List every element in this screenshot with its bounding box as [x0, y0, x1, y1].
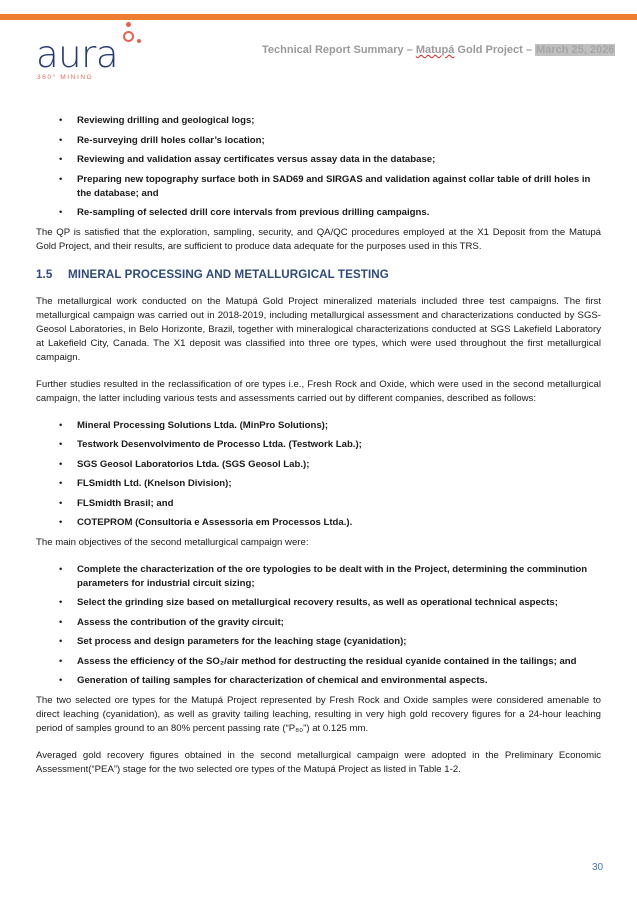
list-item: • FLSmidth Brasil; and	[36, 497, 601, 511]
list-item: • Assess the contribution of the gravity circuit;	[36, 616, 601, 630]
section-heading	[36, 268, 601, 282]
list-item: • COTEPROM (Consultoria e Assessoria em Processos Ltda.).	[36, 516, 601, 530]
aura-ring-dots-icon	[126, 22, 131, 27]
further-studies-paragraph: Further studies resulted in the reclassification of ore types i.e., Fresh Rock and Oxide, which were used in the second metallurgical campaign, the latter including various tests and assessments carried out by different companies, described as follows:	[36, 378, 601, 404]
header-date: March 25, 2026	[536, 44, 615, 56]
list-item: • Set process and design parameters for the leaching stage (cyanidation);	[36, 635, 601, 649]
list-item: • Reviewing drilling and geological logs;	[36, 114, 601, 128]
list-item: • Testwork Desenvolvimento de Processo Ltda. (Testwork Lab.);	[36, 438, 601, 452]
header-project-name: Matupá	[415, 44, 455, 56]
list-item: • Assess the efficiency of the SO₂/air method for destructing the residual cyanide contained in the tailings; and	[36, 655, 601, 669]
metallurgical-work-paragraph: The metallurgical work conducted on the Matupá Gold Project mineralized materials included three test campaigns. The first metallurgical campaign was carried out in 2018-2019, including metallurgical assessment and characterizations conducted by SGS-Geosol Laboratories, in Belo Horizonte, Brazil, together with mineralogical characterizations conducted at SGS Lakefield Laboratory at Lakefield City, Canada. The X1 deposit was classified into three ore types, which were used throughout the first metallurgical campaign.	[36, 295, 601, 363]
header-title-prefix: Technical Report Summary –	[262, 44, 416, 56]
page-number: 30	[592, 862, 604, 873]
list-item: • Preparing new topography surface both in SAD69 and SIRGAS and validation against collar table of drill holes in the database; and	[36, 173, 601, 201]
logo-wordmark: aura	[36, 33, 119, 76]
section-title: MINERAL PROCESSING AND METALLURGICAL TESTING	[68, 267, 389, 281]
company-logo	[36, 22, 166, 82]
logo-tagline: 360° MINING	[37, 74, 94, 81]
list-item: • SGS Geosol Laboratorios Ltda. (SGS Geosol Lab.);	[36, 458, 601, 472]
averaged-recovery-paragraph: Averaged gold recovery figures obtained in the second metallurgical campaign were adopted in the Preliminary Economic Assessment(“PEA”) stage for the two selected ore types of the Matupá Project as listed in Table 1-2.	[36, 749, 601, 775]
section-number: 1.5	[36, 267, 53, 281]
header-title-middle: Gold Project –	[454, 44, 536, 56]
review-tasks-list	[36, 114, 601, 220]
running-header	[262, 44, 615, 56]
page-body	[36, 114, 601, 777]
list-item: • Generation of tailing samples for characterization of chemical and environmental aspects.	[36, 674, 601, 688]
companies-list	[36, 419, 601, 531]
list-item: • Select the grinding size based on metallurgical recovery results, as well as operational technical aspects;	[36, 596, 601, 610]
logo-ring	[123, 31, 134, 42]
list-item: • Re-surveying drill holes collar’s location;	[36, 134, 601, 148]
list-item: • FLSmidth Ltd. (Knelson Division);	[36, 477, 601, 491]
objectives-list	[36, 563, 601, 689]
objectives-intro-paragraph: The main objectives of the second metallurgical campaign were:	[36, 536, 309, 548]
list-item: • Complete the characterization of the ore typologies to be dealt with in the Project, determining the comminution parameters for industrial circuit sizing;	[36, 563, 601, 591]
logo-dot	[137, 39, 141, 43]
qp-statement-paragraph: The QP is satisfied that the exploration, sampling, security, and QA/QC procedures employed at the X1 Deposit from the Matupá Gold Project, and their results, are sufficient to produce data adequate for the purposes used in this TRS.	[36, 226, 601, 252]
ore-types-paragraph: The two selected ore types for the Matupá Project represented by Fresh Rock and Oxide samples were considered amenable to direct leaching (cyanidation), as well as gravity tailing leaching, resulting in very high gold recovery figures for a 24-hour leaching period of samples ground to an 80% percent passing rate (“P₈₀”) at 0.125 mm.	[36, 694, 601, 734]
header-accent-bar	[0, 14, 637, 20]
list-item: • Mineral Processing Solutions Ltda. (MinPro Solutions);	[36, 419, 601, 433]
list-item: • Re-sampling of selected drill core intervals from previous drilling campaigns.	[36, 206, 601, 220]
list-item: • Reviewing and validation assay certificates versus assay data in the database;	[36, 153, 601, 167]
